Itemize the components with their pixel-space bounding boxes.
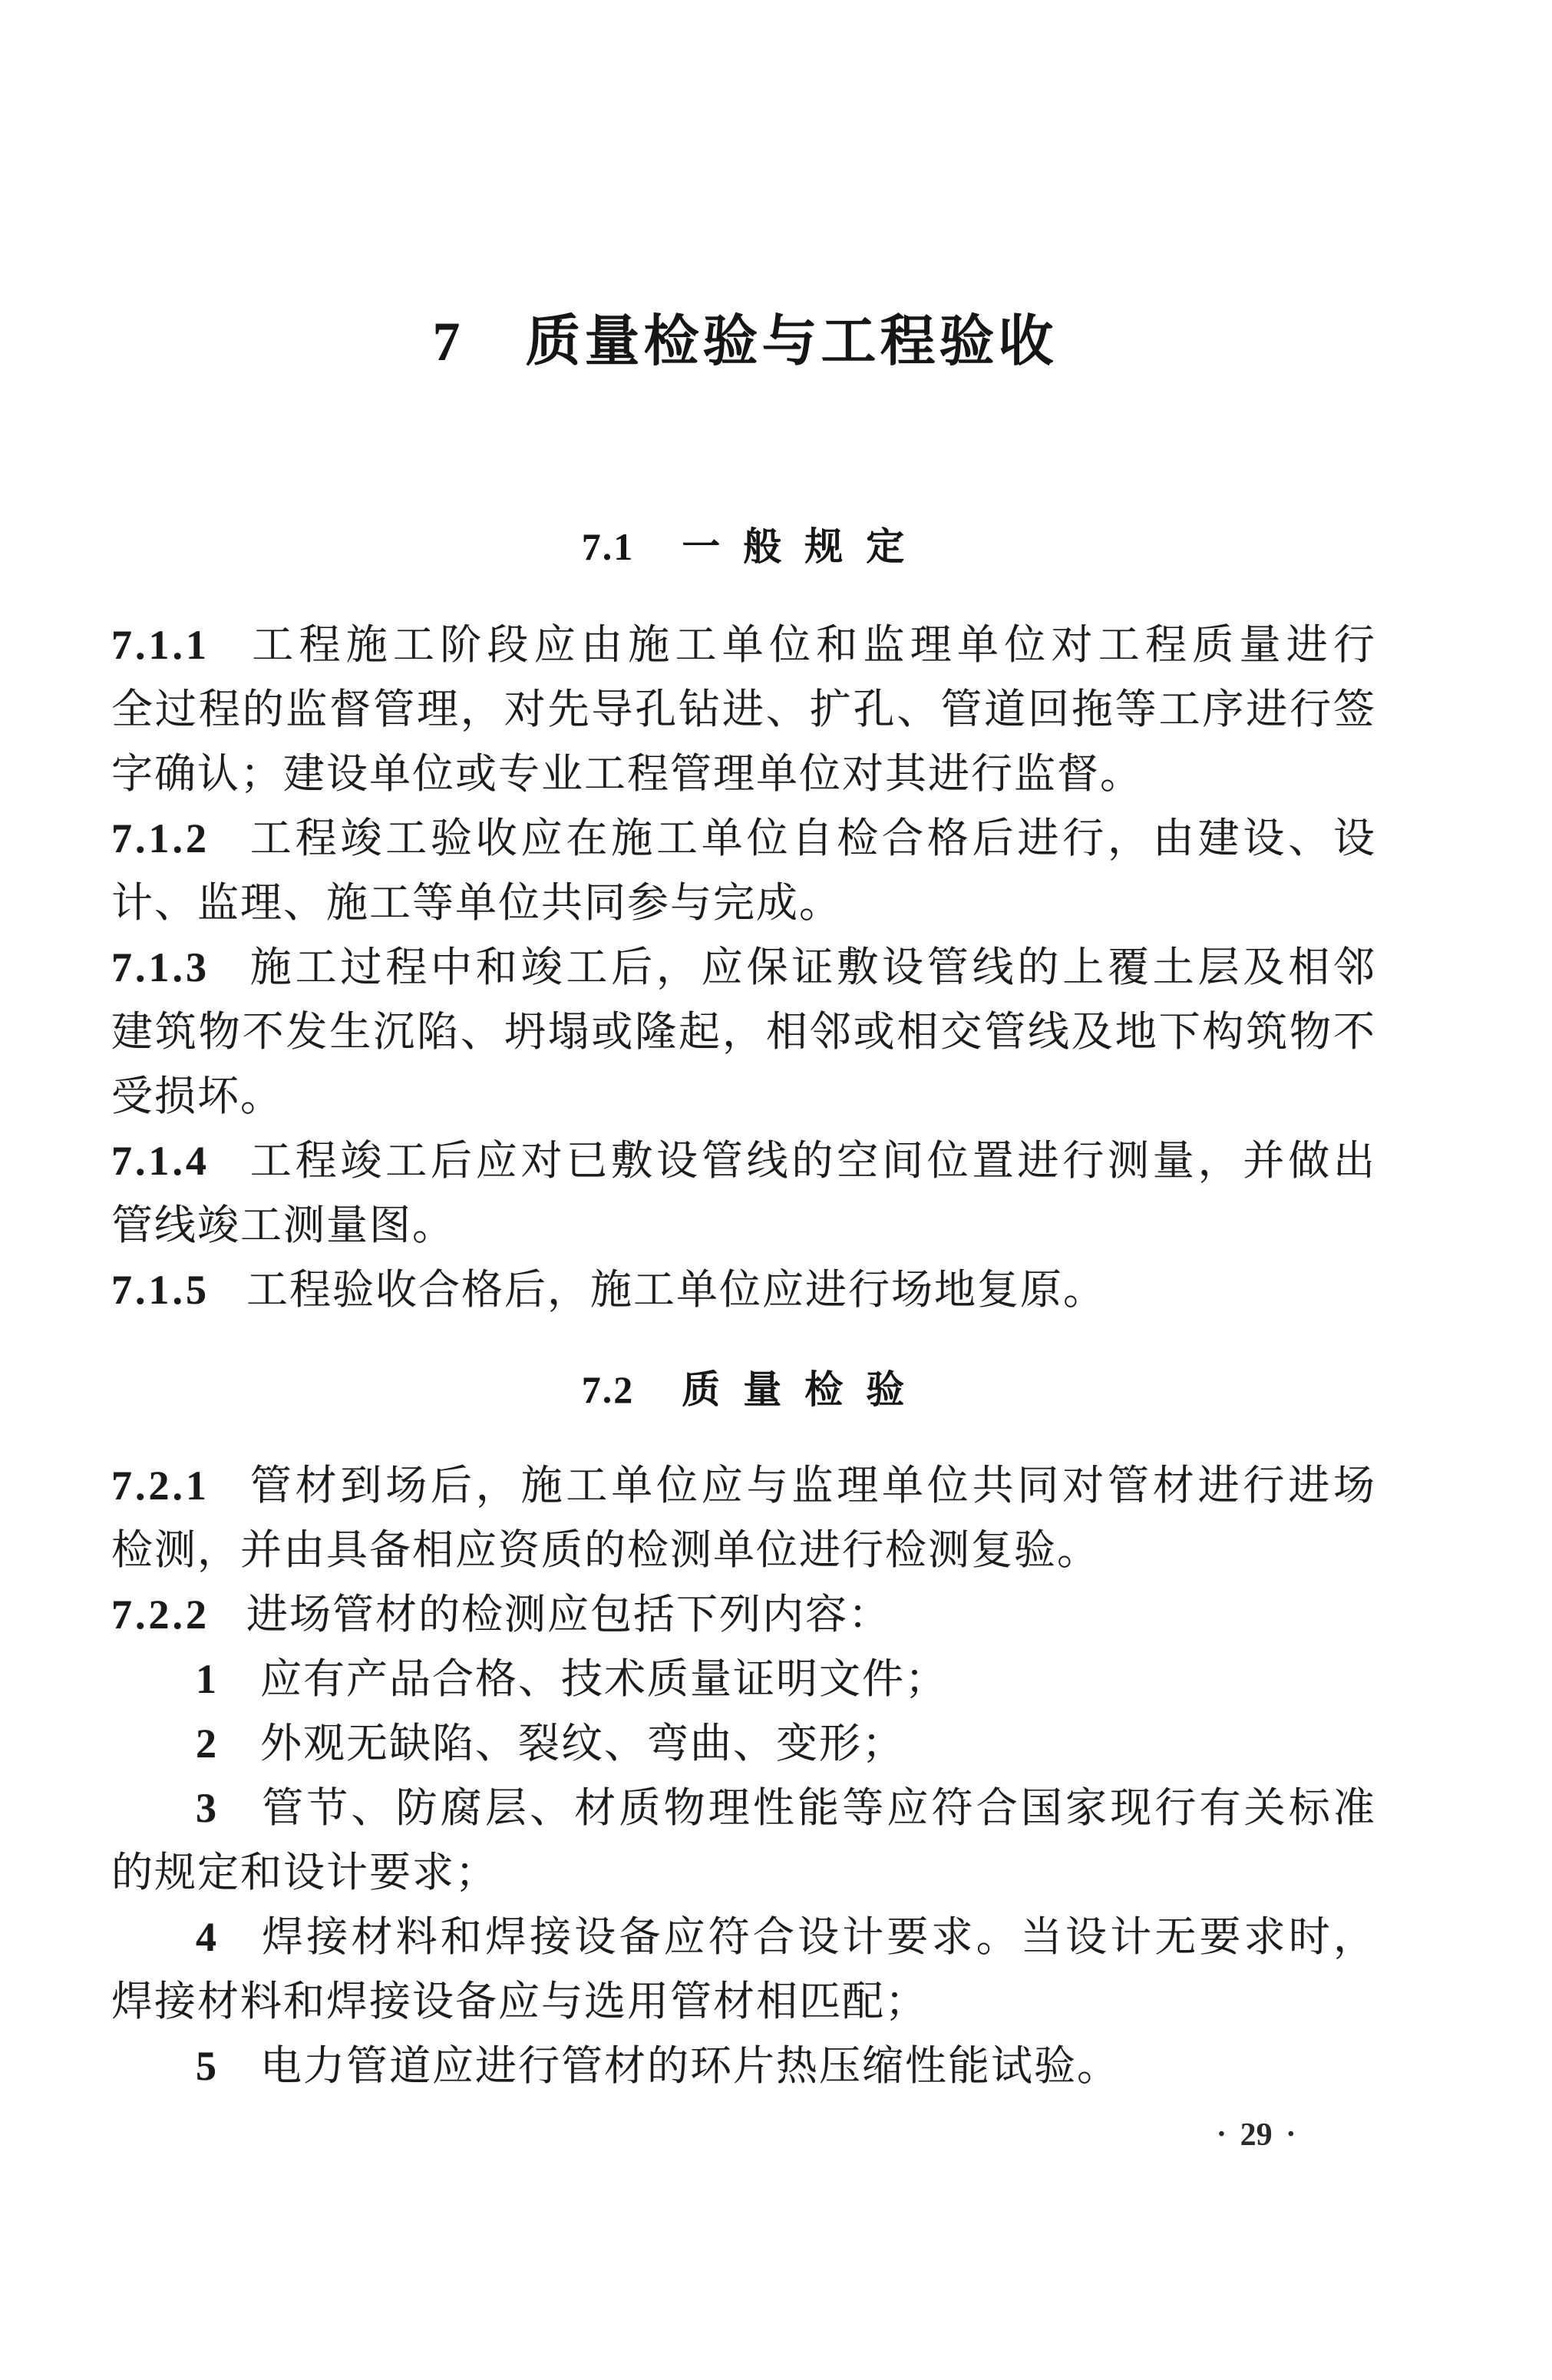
chapter-title [111,0,1375,382]
chapter-number: 7 [432,311,461,372]
clause-text: 工程验收合格后，施工单位应进行场地复原。 [246,1267,1106,1313]
footer-dot-icon: • [1218,2124,1225,2144]
list-item-line: 的规定和设计要求； [111,1849,498,1896]
section-heading-7-2 [111,1357,1375,1422]
section-heading-7-1 [111,514,1375,579]
item-number: 5 [196,2043,218,2089]
section-title: 一般规定 [682,525,928,568]
clause-text: 进场管材的检测应包括下列内容： [246,1592,891,1638]
clause-line: 受损坏。 [111,1073,283,1119]
page-number-footer [111,2115,1375,2154]
clause-line [111,935,1375,1000]
clause-number: 7.1.3 [111,944,210,990]
section-7-2-body [111,1453,1375,2098]
section-number: 7.1 [581,525,635,568]
clause-text: 工程竣工后应对已敷设管线的空间位置进行测量，并做出 [246,1138,1375,1184]
clause-line: 建筑物不发生沉陷、坍塌或隆起，相邻或相交管线及地下构筑物不 [111,1009,1375,1055]
clause-number: 7.1.1 [111,622,210,668]
text-column [111,0,1375,2154]
item-text: 应有产品合格、技术质量证明文件； [260,1656,948,1702]
clause-line [111,806,1375,871]
list-item-line [111,1647,1375,1711]
clause-text: 工程竣工验收应在施工单位自检合格后进行，由建设、设 [246,815,1375,861]
item-text: 电力管道应进行管材的环片热压缩性能试验。 [260,2043,1120,2089]
clause-number: 7.2.1 [111,1463,210,1509]
clause-line [111,1582,1375,1647]
footer-dot-icon: • [1287,2124,1294,2144]
list-item-line [111,1711,1375,1776]
item-text: 焊接材料和焊接设备应符合设计要求。当设计无要求时， [259,1914,1375,1960]
clause-text: 施工过程中和竣工后，应保证敷设管线的上覆土层及相邻 [246,944,1375,990]
clause-number: 7.2.2 [111,1592,210,1638]
list-item-line [111,1776,1375,1840]
item-number: 3 [196,1785,216,1831]
list-item-line: 焊接材料和焊接设备应与选用管材相匹配； [111,1978,928,2025]
list-item-line [111,1905,1375,1969]
item-number: 1 [196,1656,218,1702]
list-item-line [111,2034,1375,2098]
item-number: 2 [196,1721,218,1767]
clause-number: 7.1.2 [111,815,210,861]
clause-line [111,1258,1375,1322]
item-text: 管节、防腐层、材质物理性能等应符合国家现行有关标准 [259,1785,1375,1831]
clause-line: 字确认；建设单位或专业工程管理单位对其进行监督。 [111,751,1143,797]
clause-text: 管材到场后，施工单位应与监理单位共同对管材进行进场 [246,1463,1375,1509]
section-title: 质量检验 [682,1368,928,1411]
item-text: 外观无缺陷、裂纹、弯曲、变形； [260,1721,905,1767]
clause-line: 计、监理、施工等单位共同参与完成。 [111,880,842,926]
section-number: 7.2 [581,1368,635,1411]
item-number: 4 [196,1914,216,1960]
section-7-1-body [111,613,1375,1322]
clause-line [111,613,1375,677]
clause-line: 全过程的监督管理，对先导孔钻进、扩孔、管道回拖等工序进行签 [111,686,1375,732]
clause-text: 工程施工阶段应由施工单位和监理单位对工程质量进行 [246,622,1375,668]
clause-number: 7.1.5 [111,1267,210,1313]
page-number: 29 [1240,2117,1273,2153]
clause-number: 7.1.4 [111,1138,210,1184]
clause-line: 检测，并由具备相应资质的检测单位进行检测复验。 [111,1527,1100,1573]
clause-line [111,1453,1375,1518]
clause-line: 管线竣工测量图。 [111,1202,455,1248]
chapter-title-text: 质量检验与工程验收 [525,311,1058,372]
clause-line [111,1129,1375,1193]
